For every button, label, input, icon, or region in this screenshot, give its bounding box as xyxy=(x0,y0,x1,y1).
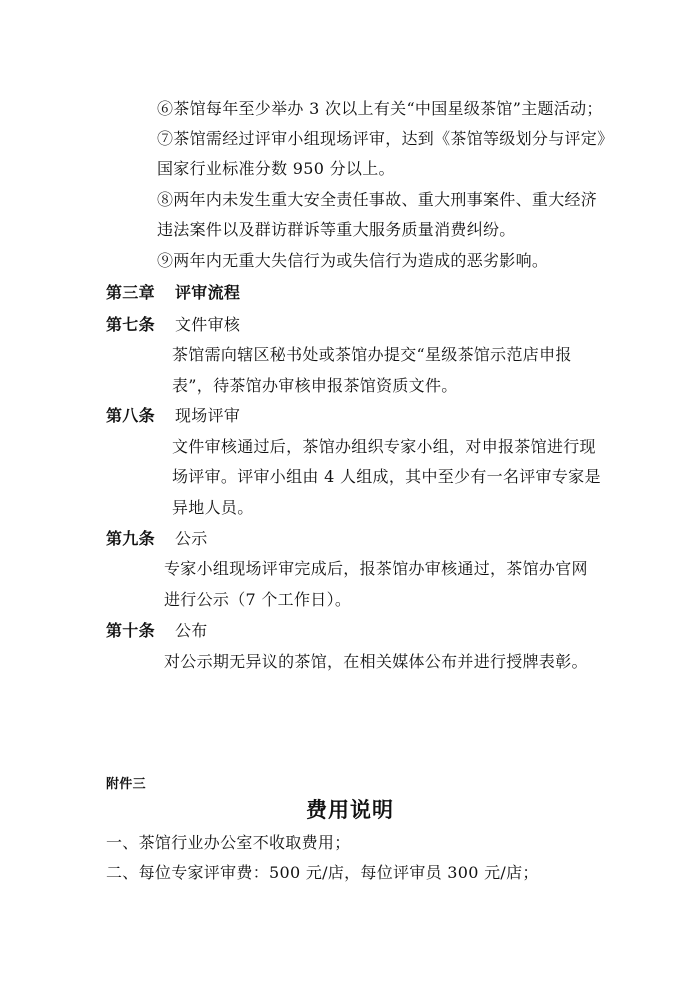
article-9-line2: 进行公示（7 个工作日）。 xyxy=(164,590,352,609)
criterion-6: ⑥茶馆每年至少举办 3 次以上有关“中国星级茶馆”主题活动； xyxy=(157,99,603,118)
criterion-7-line2: 国家行业标准分数 950 分以上。 xyxy=(157,159,395,178)
article-9-line1: 专家小组现场评审完成后，报茶馆办审核通过，茶馆办官网 xyxy=(164,559,588,578)
criterion-8-line1: ⑧两年内未发生重大安全责任事故、重大刑事案件、重大经济 xyxy=(157,190,598,209)
criterion-8-line2: 违法案件以及群访群诉等重大服务质量消费纠纷。 xyxy=(157,220,516,239)
fee-item-1: 一、茶馆行业办公室不收取费用； xyxy=(106,833,351,852)
article-8-title: 现场评审 xyxy=(175,406,241,425)
article-7-title: 文件审核 xyxy=(175,315,241,334)
article-8-number: 第八条 xyxy=(106,406,155,425)
article-8-line3: 异地人员。 xyxy=(172,498,254,517)
criterion-7-line1: ⑦茶馆需经过评审小组现场评审，达到《茶馆等级划分与评定》 xyxy=(157,129,614,148)
article-9-title: 公示 xyxy=(175,529,208,548)
article-9-number: 第九条 xyxy=(106,529,155,548)
article-7-number: 第七条 xyxy=(106,315,155,334)
chapter-title: 评审流程 xyxy=(175,283,241,302)
chapter-heading: 第三章 xyxy=(106,283,155,302)
article-10-line1: 对公示期无异议的茶馆，在相关媒体公布并进行授牌表彰。 xyxy=(164,652,588,671)
criterion-9: ⑨两年内无重大失信行为或失信行为造成的恶劣影响。 xyxy=(157,251,549,270)
article-7-line2: 表”，待茶馆办审核申报茶馆资质文件。 xyxy=(172,376,458,395)
article-7-line1: 茶馆需向辖区秘书处或茶馆办提交“星级茶馆示范店申报 xyxy=(172,345,572,364)
article-10-title: 公布 xyxy=(175,621,208,640)
article-8-line2: 场评审。评审小组由 4 人组成，其中至少有一名评审专家是 xyxy=(172,467,601,486)
fee-item-2: 二、每位专家评审费：500 元/店，每位评审员 300 元/店； xyxy=(106,863,539,882)
article-8-line1: 文件审核通过后，茶馆办组织专家小组，对申报茶馆进行现 xyxy=(172,437,596,456)
article-10-number: 第十条 xyxy=(106,621,155,640)
annex-title: 费用说明 xyxy=(306,798,394,822)
annex-label: 附件三 xyxy=(106,777,146,792)
